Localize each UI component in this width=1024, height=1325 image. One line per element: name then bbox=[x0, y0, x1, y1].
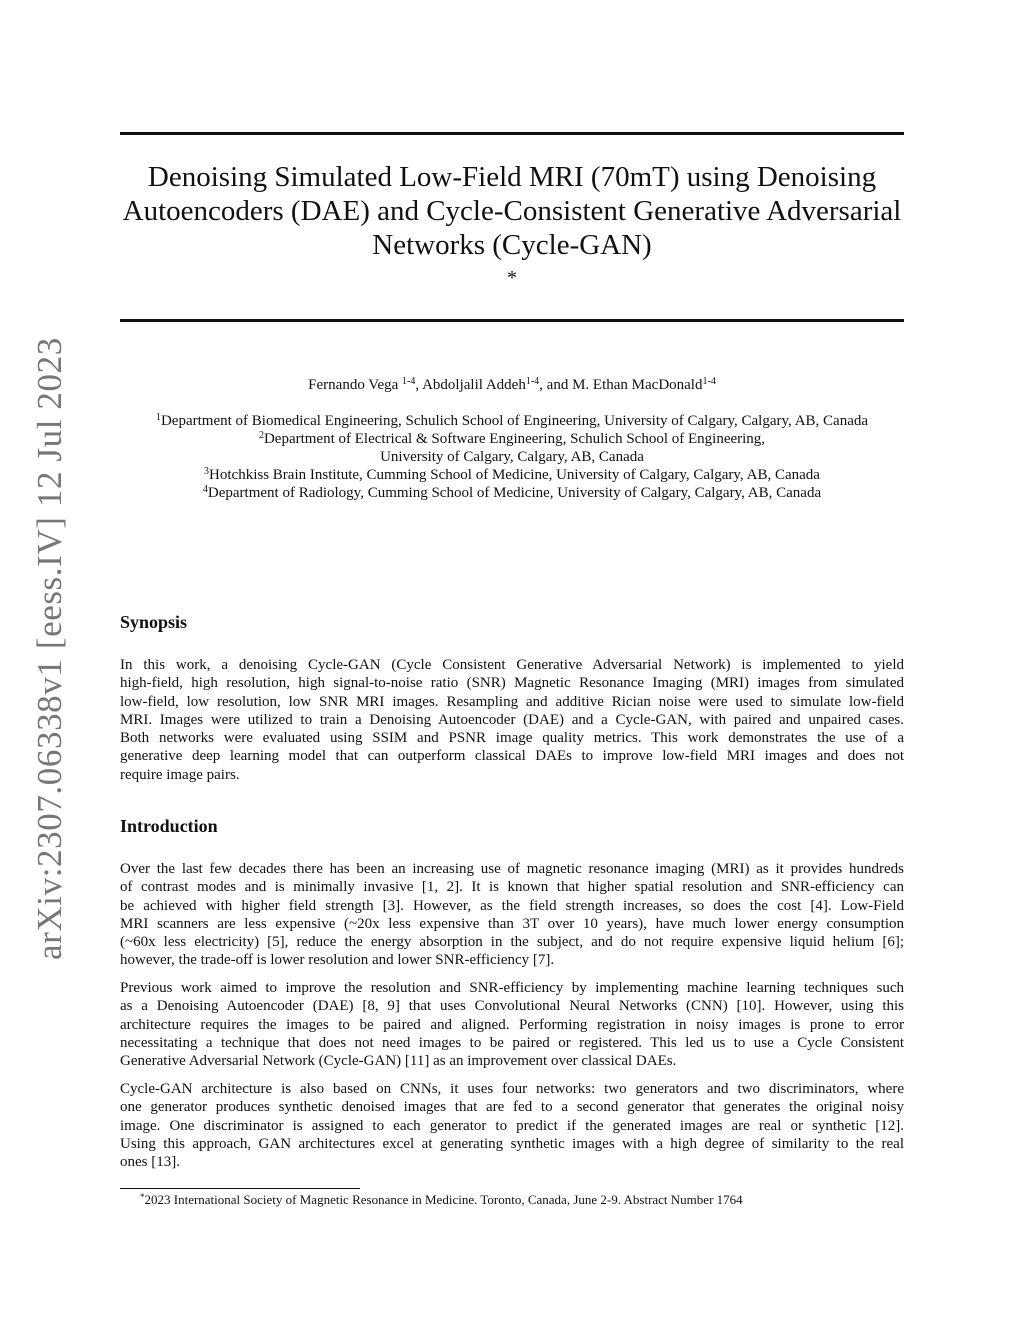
affiliation-number: 1 bbox=[155, 412, 161, 423]
text-line: MRI scanners are less expensive (~20x less expensive than 3T over 10 years), have much lower energy consumption bbox=[120, 915, 904, 932]
affiliation-number: 3 bbox=[204, 466, 210, 477]
text-line: In this work, a denoising Cycle-GAN (Cycle Consistent Generative Adversarial Network) is implemented to yield bbox=[120, 657, 904, 673]
text-line: as a Denoising Autoencoder (DAE) [8, 9] that uses Convolutional Neural Networks (CNN) [10]. However, using this bbox=[120, 998, 904, 1015]
text-line: MRI. Images were utilized to train a Denoising Autoencoder (DAE) and a Cycle-GAN, with paired and unpaired cases. bbox=[120, 711, 904, 728]
text-line: image. One discriminator is assigned to each generator to predict if the generated images are real or synthetic [12]. bbox=[120, 1117, 904, 1134]
text-line: Using this approach, GAN architectures excel at generating synthetic images with a high degree of similarity to the real bbox=[120, 1135, 904, 1152]
text-line: Generative Adversarial Network (Cycle-GAN) [11] as an improvement over classical DAEs. bbox=[120, 1053, 677, 1070]
introduction-paragraph bbox=[120, 979, 904, 1070]
footnote-rule bbox=[120, 1188, 360, 1189]
affiliation-number: 2 bbox=[258, 430, 264, 441]
synopsis-heading: Synopsis bbox=[120, 612, 188, 632]
arxiv-identifier: arXiv:2307.06338v1 [eess.IV] 12 Jul 2023 bbox=[30, 337, 69, 960]
title-line: Autoencoders (DAE) and Cycle-Consistent Generative Adversarial bbox=[122, 195, 902, 227]
text-line: high-field, high resolution, high signal-to-noise ratio (SNR) Magnetic Resonance Imaging (MRI) images from simulated bbox=[120, 675, 904, 692]
affiliation-number: 4 bbox=[202, 484, 208, 495]
affiliation-item bbox=[120, 466, 904, 484]
title-line: Networks (Cycle-GAN) bbox=[372, 229, 652, 261]
text-line: generative deep learning model that can outperform classical DAEs to improve low-field MRI images and does not bbox=[120, 748, 904, 765]
affiliation-text: Hotchkiss Brain Institute, Cumming School of Medicine, University of Calgary, Calgary, AB, Canada bbox=[209, 467, 820, 483]
affiliation-list bbox=[120, 412, 904, 502]
author-affiliation-mark: 1-4 bbox=[525, 376, 540, 387]
author-name: Abdoljalil Addeh bbox=[422, 377, 526, 393]
author-separator: , and bbox=[539, 377, 573, 393]
paper-title bbox=[120, 160, 904, 262]
text-line: of contrast modes and is minimally invasive [1, 2]. It is known that higher spatial resolution and SNR-efficiency can bbox=[120, 879, 904, 896]
text-line: Both networks were evaluated using SSIM and PSNR image quality metrics. This work demonstrates the use of a bbox=[120, 730, 904, 747]
text-line: necessitating a technique that does not need images to be paired or registered. This led us to use a Cycle Consistent bbox=[120, 1034, 904, 1051]
affiliation-text: Department of Electrical & Software Engineering, Schulich School of Engineering, bbox=[263, 431, 766, 447]
introduction-paragraph bbox=[120, 860, 904, 970]
affiliation-item-continued: University of Calgary, Calgary, AB, Canada bbox=[380, 449, 644, 465]
author-name: M. Ethan MacDonald bbox=[572, 377, 703, 393]
text-line: however, the trade-off is lower resolution and lower SNR-efficiency [7]. bbox=[120, 952, 555, 969]
text-line: Over the last few decades there has been an increasing use of magnetic resonance imaging (MRI) as it provides hundreds bbox=[120, 861, 904, 877]
introduction-heading: Introduction bbox=[120, 816, 218, 836]
author-affiliation-mark: 1-4 bbox=[702, 376, 716, 387]
introduction-paragraph bbox=[120, 1080, 904, 1171]
affiliation-text: Department of Radiology, Cumming School of Medicine, University of Calgary, Calgary, AB, Canada bbox=[207, 485, 822, 501]
footnote-text: 2023 International Society of Magnetic Resonance in Medicine. Toronto, Canada, June 2-9. Abstract Number 1764 bbox=[144, 1192, 743, 1207]
text-line: low-field, low resolution, low SNR MRI images. Resampling and additive Rician noise were used to simulate low-field bbox=[120, 693, 904, 710]
affiliation-item bbox=[120, 412, 904, 430]
title-footnote-mark: * bbox=[507, 267, 517, 289]
text-line: be achieved with higher field strength [3]. However, as the field strength increases, so does the cost [4]. Low-Field bbox=[120, 897, 904, 914]
title-bottom-rule bbox=[120, 319, 904, 322]
text-line: (~60x less electricity) [5], reduce the energy absorption in the subject, and do not require expensive liquid helium [6]; bbox=[120, 934, 904, 951]
footnote-mark: * bbox=[140, 1192, 145, 1202]
text-line: architecture requires the images to be paired and aligned. Performing registration in noisy images is prone to error bbox=[120, 1016, 904, 1033]
affiliation-item bbox=[120, 430, 904, 448]
text-line: ones [13]. bbox=[120, 1154, 180, 1171]
text-line: Previous work aimed to improve the resolution and SNR-efficiency by implementing machine learning techniques such bbox=[120, 980, 904, 996]
text-line: require image pairs. bbox=[120, 766, 240, 783]
affiliation-item bbox=[120, 484, 904, 502]
text-line: one generator produces synthetic denoised images that are fed to a second generator that generates the original noisy bbox=[120, 1099, 904, 1116]
title-line: Denoising Simulated Low-Field MRI (70mT) using Denoising bbox=[147, 161, 877, 193]
author-separator: , bbox=[415, 377, 423, 393]
author-affiliation-mark: 1-4 bbox=[402, 376, 416, 387]
author-name: Fernando Vega bbox=[308, 377, 403, 393]
title-top-rule bbox=[120, 132, 904, 135]
text-line: Cycle-GAN architecture is also based on CNNs, it uses four networks: two generators and two discriminators, where bbox=[120, 1081, 904, 1097]
synopsis-paragraph bbox=[120, 656, 904, 784]
affiliation-text: Department of Biomedical Engineering, Schulich School of Engineering, University of Calgary, Calgary, AB, Canada bbox=[160, 413, 869, 429]
footnote bbox=[140, 1192, 743, 1208]
author-list bbox=[120, 375, 904, 395]
